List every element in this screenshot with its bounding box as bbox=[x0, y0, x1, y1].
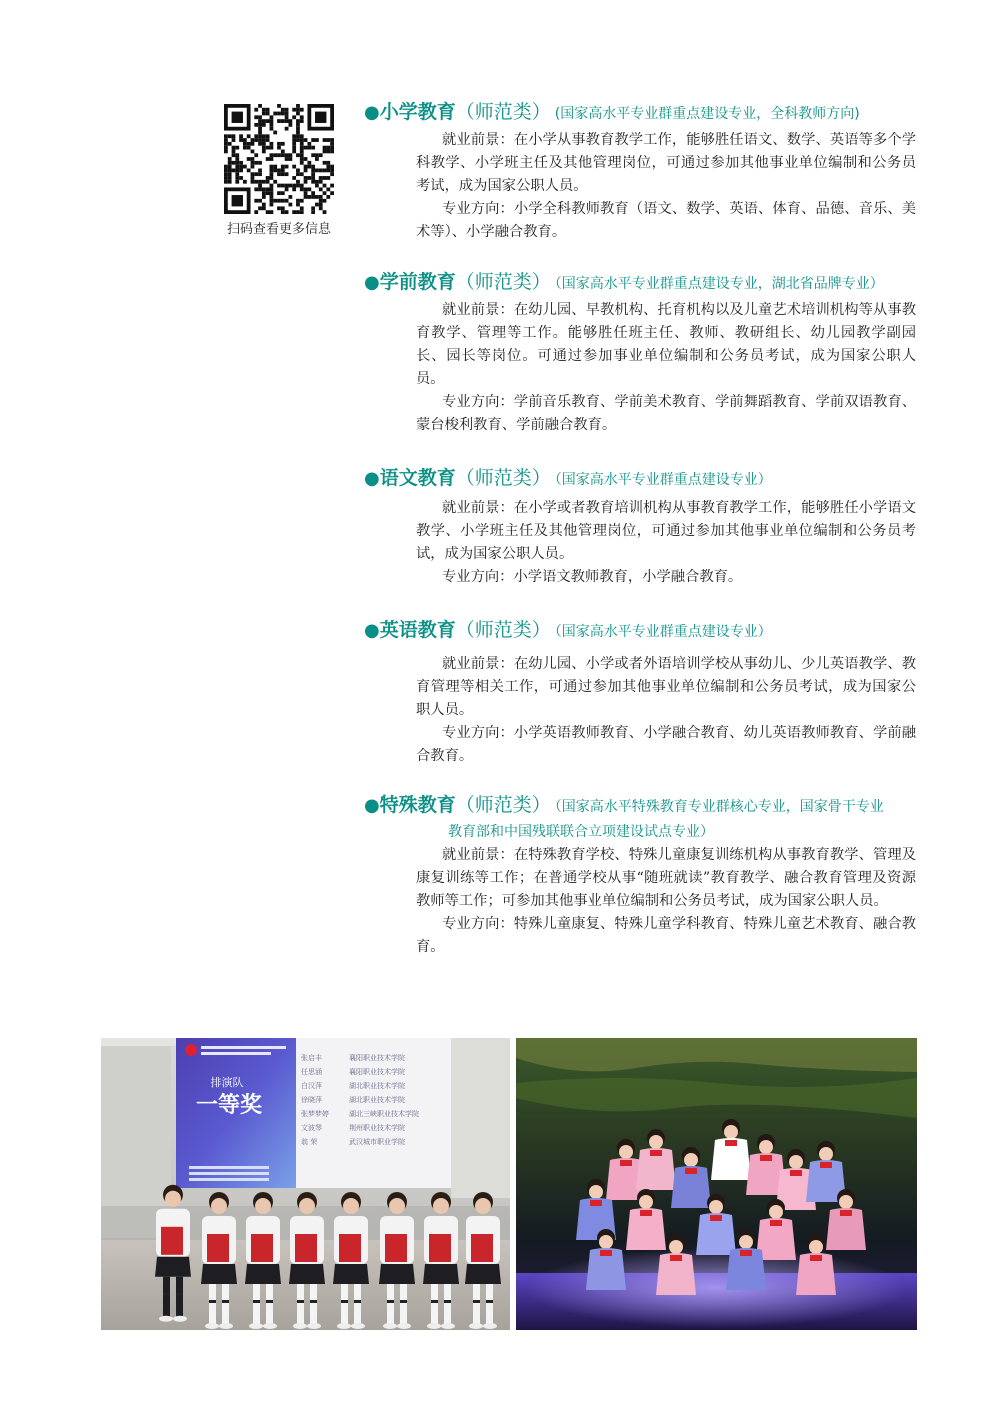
award-name-text: 翁 荣 bbox=[301, 1138, 318, 1146]
major-category: （师范类） bbox=[455, 619, 551, 641]
section-heading bbox=[364, 617, 964, 645]
bullet-icon: ● bbox=[364, 795, 380, 816]
award-name-text: 白汉萍 bbox=[301, 1082, 322, 1090]
major-note: （国家高水平专业群重点建设专业，湖北省品牌专业） bbox=[554, 276, 884, 292]
major-name: 特殊教育 bbox=[379, 794, 456, 816]
award-title-text: 一等奖 bbox=[195, 1093, 263, 1118]
award-school-text: 湖北三峡职业技术学院 bbox=[349, 1110, 419, 1118]
award-ceremony-photo bbox=[101, 1038, 510, 1330]
section-heading bbox=[364, 792, 964, 844]
major-category: （师范类） bbox=[455, 101, 551, 123]
direction-text: 专业方向：小学全科教师教育（语文、数学、英语、体育、品德、音乐、美术等）、小学融合教育。 bbox=[416, 201, 916, 240]
employment-text: 就业前景：在小学从事教育教学工作，能够胜任语文、数学、英语等多个学科教学、小学班主任及其他管理岗位，可通过参加其他事业单位编制和公务员考试，成为国家公职人员。 bbox=[416, 132, 916, 194]
award-school-text: 襄阳职业技术学院 bbox=[349, 1068, 405, 1076]
employment-text: 就业前景：在幼儿园、早教机构、托育机构以及儿童艺术培训机构等从事教育教学、管理等工作。能够胜任班主任、教师、教研组长、幼儿园教学副园长、园长等岗位。可通过参加事业单位编制和公务员考试，成为国家公职人员。 bbox=[416, 302, 916, 387]
bullet-icon: ● bbox=[364, 272, 380, 293]
major-category: （师范类） bbox=[455, 467, 551, 489]
section-heading bbox=[364, 269, 964, 297]
award-team-text: 排演队 bbox=[210, 1076, 244, 1089]
award-school-text: 湖北职业技术学院 bbox=[349, 1096, 405, 1104]
major-name: 语文教育 bbox=[379, 467, 456, 489]
bullet-icon: ● bbox=[364, 102, 380, 123]
award-school-text: 武汉城市职业学院 bbox=[349, 1138, 405, 1146]
direction-text: 专业方向：小学英语教师教育、小学融合教育、幼儿英语教师教育、学前融合教育。 bbox=[416, 725, 916, 764]
employment-text: 就业前景：在特殊教育学校、特殊儿童康复训练机构从事教育教学、管理及康复训练等工作；在普通学校从事“随班就读”教育教学、融合教育管理及资源教师等工作；可参加其他事业单位编制和公务员考试，成为国家公职人员。 bbox=[416, 847, 916, 909]
award-name-text: 张梦梦婷 bbox=[301, 1110, 329, 1118]
section-primary-education bbox=[364, 99, 964, 244]
section-preschool-education bbox=[364, 269, 964, 437]
section-chinese-education bbox=[364, 465, 964, 589]
award-name-text: 张启丰 bbox=[301, 1054, 322, 1062]
major-name: 小学教育 bbox=[379, 101, 456, 123]
bullet-icon: ● bbox=[364, 468, 380, 489]
award-school-text: 襄阳职业技术学院 bbox=[349, 1054, 405, 1062]
section-heading bbox=[364, 99, 964, 127]
section-heading bbox=[364, 465, 964, 493]
major-note: （国家高水平专业群重点建设专业） bbox=[554, 624, 772, 640]
major-name: 英语教育 bbox=[379, 619, 456, 641]
qr-code bbox=[224, 104, 334, 214]
major-category: （师范类） bbox=[455, 794, 551, 816]
section-special-education bbox=[364, 792, 964, 959]
qr-caption: 扫码查看更多信息 bbox=[226, 222, 331, 237]
direction-text: 专业方向：学前音乐教育、学前美术教育、学前舞蹈教育、学前双语教育、蒙台梭利教育、学前融合教育。 bbox=[416, 394, 916, 433]
direction-text: 专业方向：特殊儿童康复、特殊儿童学科教育、特殊儿童艺术教育、融合教育。 bbox=[416, 916, 916, 955]
major-category: （师范类） bbox=[455, 271, 551, 293]
award-school-text: 湖北职业技术学院 bbox=[349, 1082, 405, 1090]
bullet-icon: ● bbox=[364, 620, 380, 641]
major-note-line2: 教育部和中国残联联合立项建设试点专业） bbox=[448, 824, 714, 840]
award-school-text: 荆州职业技术学院 bbox=[349, 1124, 405, 1132]
employment-text: 就业前景：在小学或者教育培训机构从事教育教学工作，能够胜任小学语文教学、小学班主任及其他管理岗位，可通过参加其他事业单位编制和公务员考试，成为国家公职人员。 bbox=[416, 500, 916, 562]
major-note: （国家高水平特殊教育专业群核心专业，国家骨干专业 bbox=[554, 799, 884, 815]
direction-text: 专业方向：小学语文教师教育，小学融合教育。 bbox=[442, 569, 743, 585]
award-name-text: 徐晓萍 bbox=[301, 1096, 322, 1104]
major-name: 学前教育 bbox=[379, 271, 456, 293]
award-name-text: 任思涵 bbox=[301, 1068, 322, 1076]
section-english-education bbox=[364, 617, 964, 768]
dance-performance-photo bbox=[516, 1038, 917, 1330]
award-name-text: 文波琴 bbox=[301, 1124, 322, 1132]
employment-text: 就业前景：在幼儿园、小学或者外语培训学校从事幼儿、少儿英语教学、教育管理等相关工作，可通过参加其他事业单位编制和公务员考试，成为国家公职人员。 bbox=[416, 656, 916, 718]
major-note: （国家高水平专业群重点建设专业） bbox=[554, 472, 772, 488]
major-note: (国家高水平专业群重点建设专业，全科教师方向) bbox=[554, 106, 860, 122]
